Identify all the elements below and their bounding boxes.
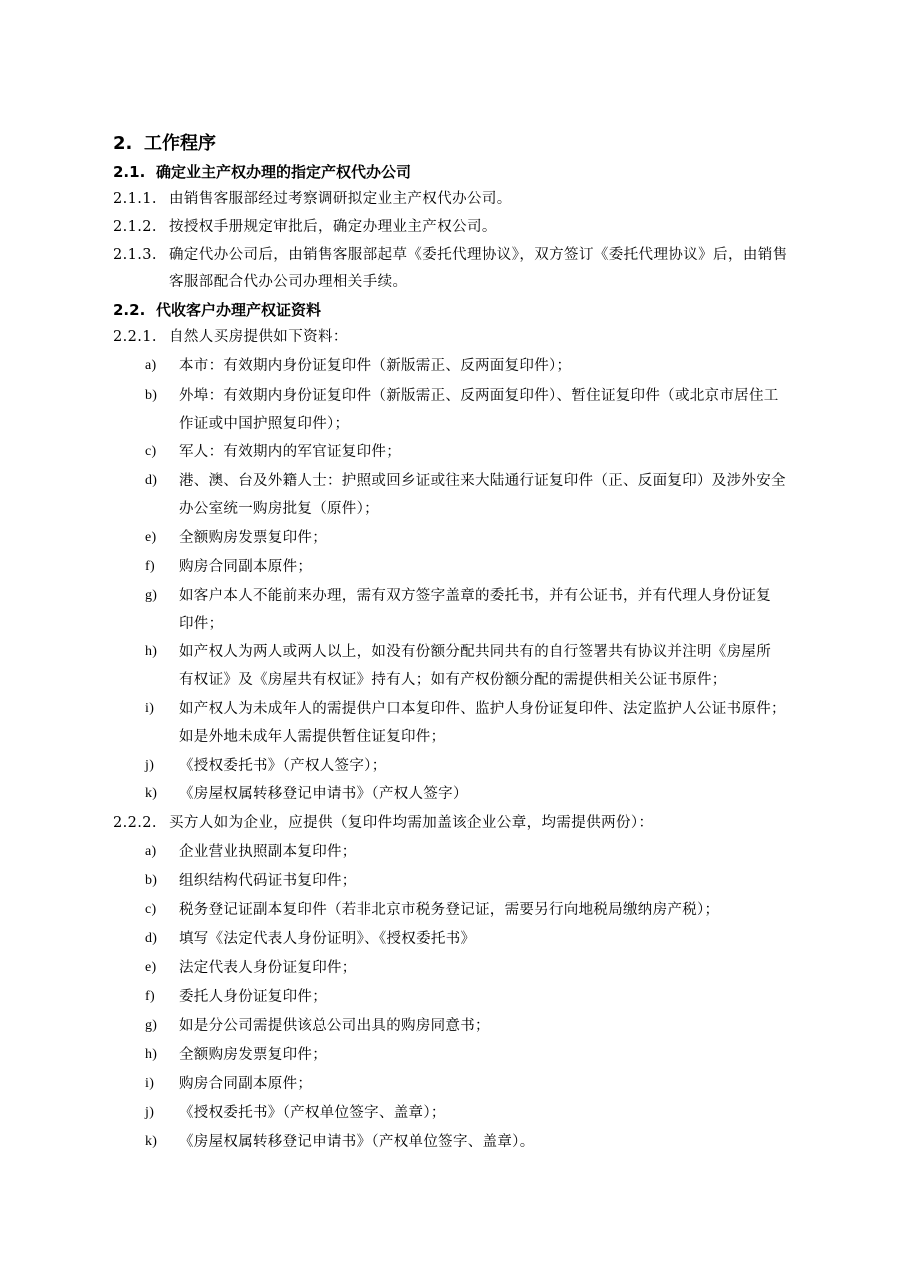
subsection-title: 确定业主产权办理的指定产权代办公司 — [156, 163, 412, 181]
list-item-text: 外埠：有效期内身份证复印件（新版需正、反两面复印件）、暂住证复印件（或北京市居住工 — [179, 388, 779, 404]
list-marker: d) — [145, 931, 158, 946]
list-item-text: 港、澳、台及外籍人士：护照或回乡证或往来大陆通行证复印件（正、反面复印）及涉外安全 — [179, 473, 786, 489]
list-item-text: 军人：有效期内的军官证复印件； — [179, 444, 401, 460]
clause-text: 由销售客服部经过考察调研拟定业主产权代办公司。 — [169, 191, 512, 207]
subsection-title: 代收客户办理产权证资料 — [156, 301, 322, 319]
list-marker: j) — [145, 1105, 155, 1120]
list-marker: k) — [145, 1134, 158, 1149]
list-item-text: 办公室统一购房批复（原件）； — [179, 501, 379, 517]
list-item-text: 本市：有效期内身份证复印件（新版需正、反两面复印件）； — [179, 358, 572, 374]
list-marker: j) — [145, 758, 155, 773]
list-item-text: 全额购房发票复印件； — [179, 530, 327, 546]
list-marker: e) — [145, 960, 157, 975]
section-number: 2. — [113, 133, 133, 154]
section-title: 工作程序 — [144, 133, 216, 154]
list-item-text: 税务登记证副本复印件（若非北京市税务登记证，需要另行向地税局缴纳房产税）； — [179, 902, 720, 918]
list-item-text: 《房屋权属转移登记申请书》（产权单位签字、盖章）。 — [179, 1134, 535, 1150]
list-item-text: 印件； — [179, 616, 224, 632]
list-marker: a) — [145, 358, 157, 373]
list-item-text: 填写《法定代表人身份证明》、《授权委托书》 — [179, 931, 476, 947]
list-item-text: 如是外地未成年人需提供暂住证复印件； — [179, 729, 446, 745]
list-item-text: 法定代表人身份证复印件； — [179, 960, 357, 976]
list-marker: h) — [145, 1047, 158, 1062]
clause-number: 2.2.2. — [113, 815, 157, 831]
list-marker: k) — [145, 786, 158, 801]
list-item-text: 购房合同副本原件； — [179, 559, 313, 575]
clause-text: 买方人如为企业，应提供（复印件均需加盖该企业公章，均需提供两份）： — [169, 815, 654, 831]
clause-text: 自然人买房提供如下资料： — [169, 329, 348, 345]
list-marker: h) — [145, 644, 158, 659]
list-item-text: 作证或中国护照复印件）； — [179, 416, 350, 432]
clause-text: 按授权手册规定审批后，确定办理业主产权公司。 — [169, 219, 497, 235]
list-marker: g) — [145, 588, 158, 603]
list-marker: a) — [145, 844, 157, 859]
list-item-text: 《授权委托书》（产权人签字）； — [179, 758, 387, 774]
list-marker: i) — [145, 1076, 155, 1091]
clause-text: 客服部配合代办公司办理相关手续。 — [169, 274, 408, 290]
list-marker: c) — [145, 902, 157, 917]
list-item-text: 组织结构代码证书复印件； — [179, 873, 357, 889]
list-marker: f) — [145, 989, 155, 1004]
clause-number: 2.1.1. — [113, 191, 157, 207]
list-marker: b) — [145, 873, 158, 888]
clause-number: 2.2.1. — [113, 329, 157, 345]
clause-number: 2.1.2. — [113, 219, 157, 235]
list-item-text: 如产权人为未成年人的需提供户口本复印件、监护人身份证复印件、法定监护人公证书原件； — [179, 701, 786, 717]
list-item-text: 全额购房发票复印件； — [179, 1047, 327, 1063]
list-item-text: 《授权委托书》（产权单位签字、盖章）； — [179, 1105, 446, 1121]
clause-text: 确定代办公司后，由销售客服部起草《委托代理协议》，双方签订《委托代理协议》后，由销售 — [169, 247, 788, 263]
list-item-text: 有权证》及《房屋共有权证》持有人；如有产权份额分配的需提供相关公证书原件； — [179, 672, 727, 688]
list-item-text: 企业营业执照副本复印件； — [179, 844, 357, 860]
subsection-number: 2.2. — [113, 301, 146, 319]
list-item-text: 如客户本人不能前来办理，需有双方签字盖章的委托书，并有公证书，并有代理人身份证复 — [179, 588, 771, 604]
list-item-text: 委托人身份证复印件； — [179, 989, 327, 1005]
list-marker: e) — [145, 530, 157, 545]
subsection-number: 2.1. — [113, 163, 146, 181]
list-marker: g) — [145, 1018, 158, 1033]
list-item-text: 如产权人为两人或两人以上，如没有份额分配共同共有的自行签署共有协议并注明《房屋所 — [179, 644, 771, 660]
list-marker: c) — [145, 444, 157, 459]
list-item-text: 《房屋权属转移登记申请书》（产权人签字） — [179, 786, 468, 802]
list-marker: b) — [145, 388, 158, 403]
clause-number: 2.1.3. — [113, 247, 157, 263]
list-item-text: 购房合同副本原件； — [179, 1076, 313, 1092]
list-marker: i) — [145, 701, 155, 716]
list-marker: d) — [145, 473, 158, 488]
list-marker: f) — [145, 559, 155, 574]
list-item-text: 如是分公司需提供该总公司出具的购房同意书； — [179, 1018, 490, 1034]
